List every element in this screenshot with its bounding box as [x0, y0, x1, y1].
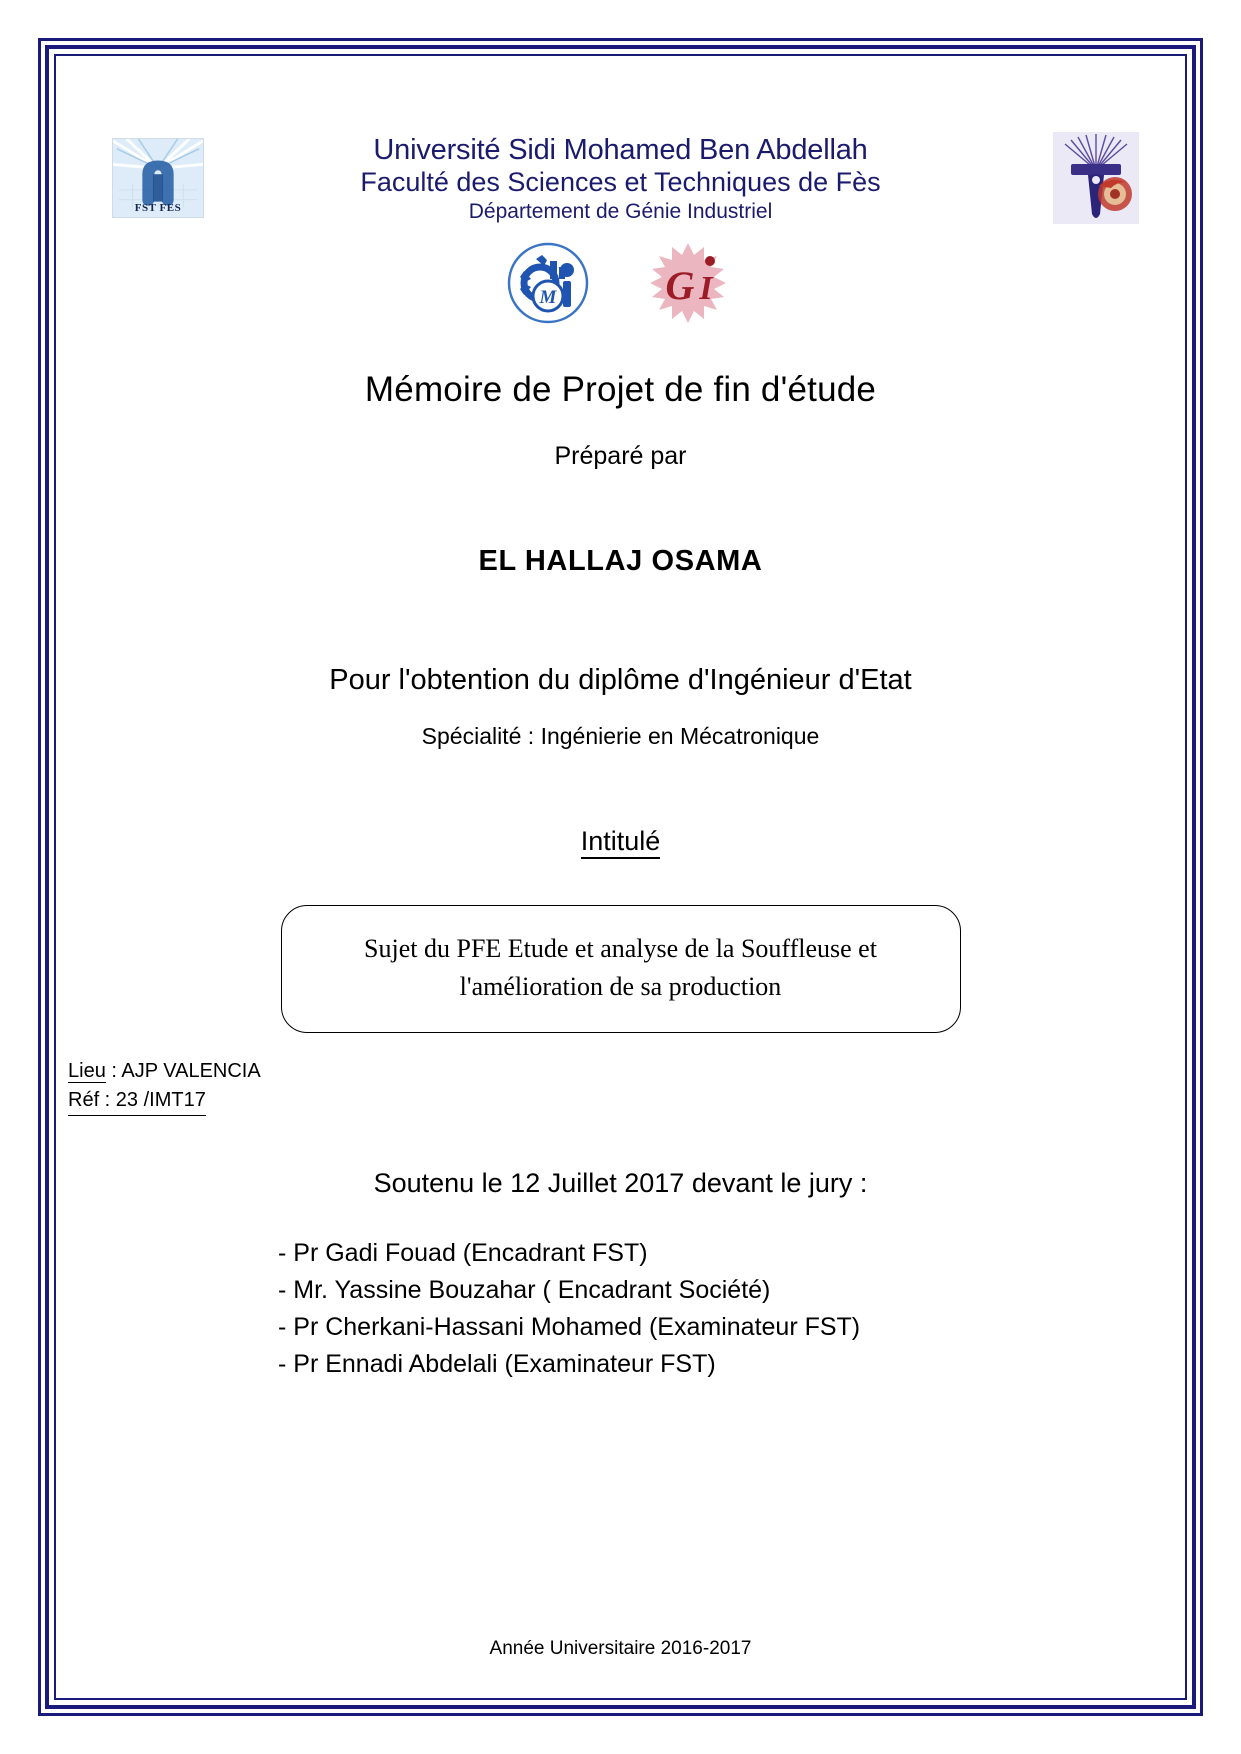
ref-line-wrap [68, 1086, 1181, 1116]
author-name: EL HALLAJ OSAMA [478, 545, 763, 577]
svg-text:M: M [539, 287, 556, 308]
list-item: - Pr Gadi Fouad (Encadrant FST) [278, 1239, 648, 1267]
university-heading [60, 90, 1181, 225]
mecatronique-gear-graphic [506, 241, 590, 325]
genie-industriel-gi-graphic [640, 241, 736, 325]
svg-text:G: G [665, 263, 694, 308]
university-name: Université Sidi Mohamed Ben Abdellah [373, 134, 868, 166]
intitule-label-text: Intitulé [581, 826, 661, 859]
speciality-line: Spécialité : Ingénierie en Mécatronique [421, 723, 820, 749]
department-name: Département de Génie Industriel [468, 200, 773, 224]
department-logos [60, 240, 1181, 326]
svg-text:I: I [698, 270, 713, 307]
fst-fes-logo-caption: FST FES [134, 202, 182, 214]
genie-industriel-gi-logo-icon [640, 241, 736, 325]
page-title: Mémoire de Projet de fin d'étude [364, 370, 877, 409]
mecatronique-gear-logo-icon [506, 241, 590, 325]
list-item: - Pr Cherkani-Hassani Mohamed (Examinateur FST) [278, 1313, 861, 1341]
lieu-label: Lieu [68, 1060, 106, 1082]
subject-line-2: l'amélioration de sa production [459, 971, 782, 1001]
usmba-crest-logo-icon [1053, 132, 1139, 224]
subject-line-1: Sujet du PFE Etude et analyse de la Souffleuse et [364, 934, 877, 963]
prepared-by-label: Préparé par [554, 442, 687, 470]
lieu-line [68, 1057, 1181, 1086]
intitule-label [60, 826, 1181, 857]
lieu-value: : AJP VALENCIA [105, 1060, 261, 1082]
page-content [60, 60, 1181, 1694]
ref-line: Réf : 23 /IMT17 [68, 1086, 206, 1116]
diploma-line: Pour l'obtention du diplôme d'Ingénieur d'Etat [329, 664, 912, 696]
fst-fes-logo-icon [112, 138, 204, 218]
reference-block [60, 1057, 1181, 1116]
jury-list [60, 1235, 1181, 1383]
defense-line: Soutenu le 12 Juillet 2017 devant le jury : [373, 1168, 868, 1198]
faculty-name: Faculté des Sciences et Techniques de Fès [360, 167, 881, 198]
usmba-crest-graphic [1053, 132, 1139, 224]
subject-box [281, 905, 961, 1033]
subject-text [364, 930, 877, 1005]
header [60, 90, 1181, 224]
list-item: - Pr Ennadi Abdelali (Examinateur FST) [278, 1350, 716, 1378]
list-item: - Mr. Yassine Bouzahar ( Encadrant Société) [278, 1276, 771, 1304]
academic-year-footer: Année Universitaire 2016-2017 [489, 1638, 752, 1659]
